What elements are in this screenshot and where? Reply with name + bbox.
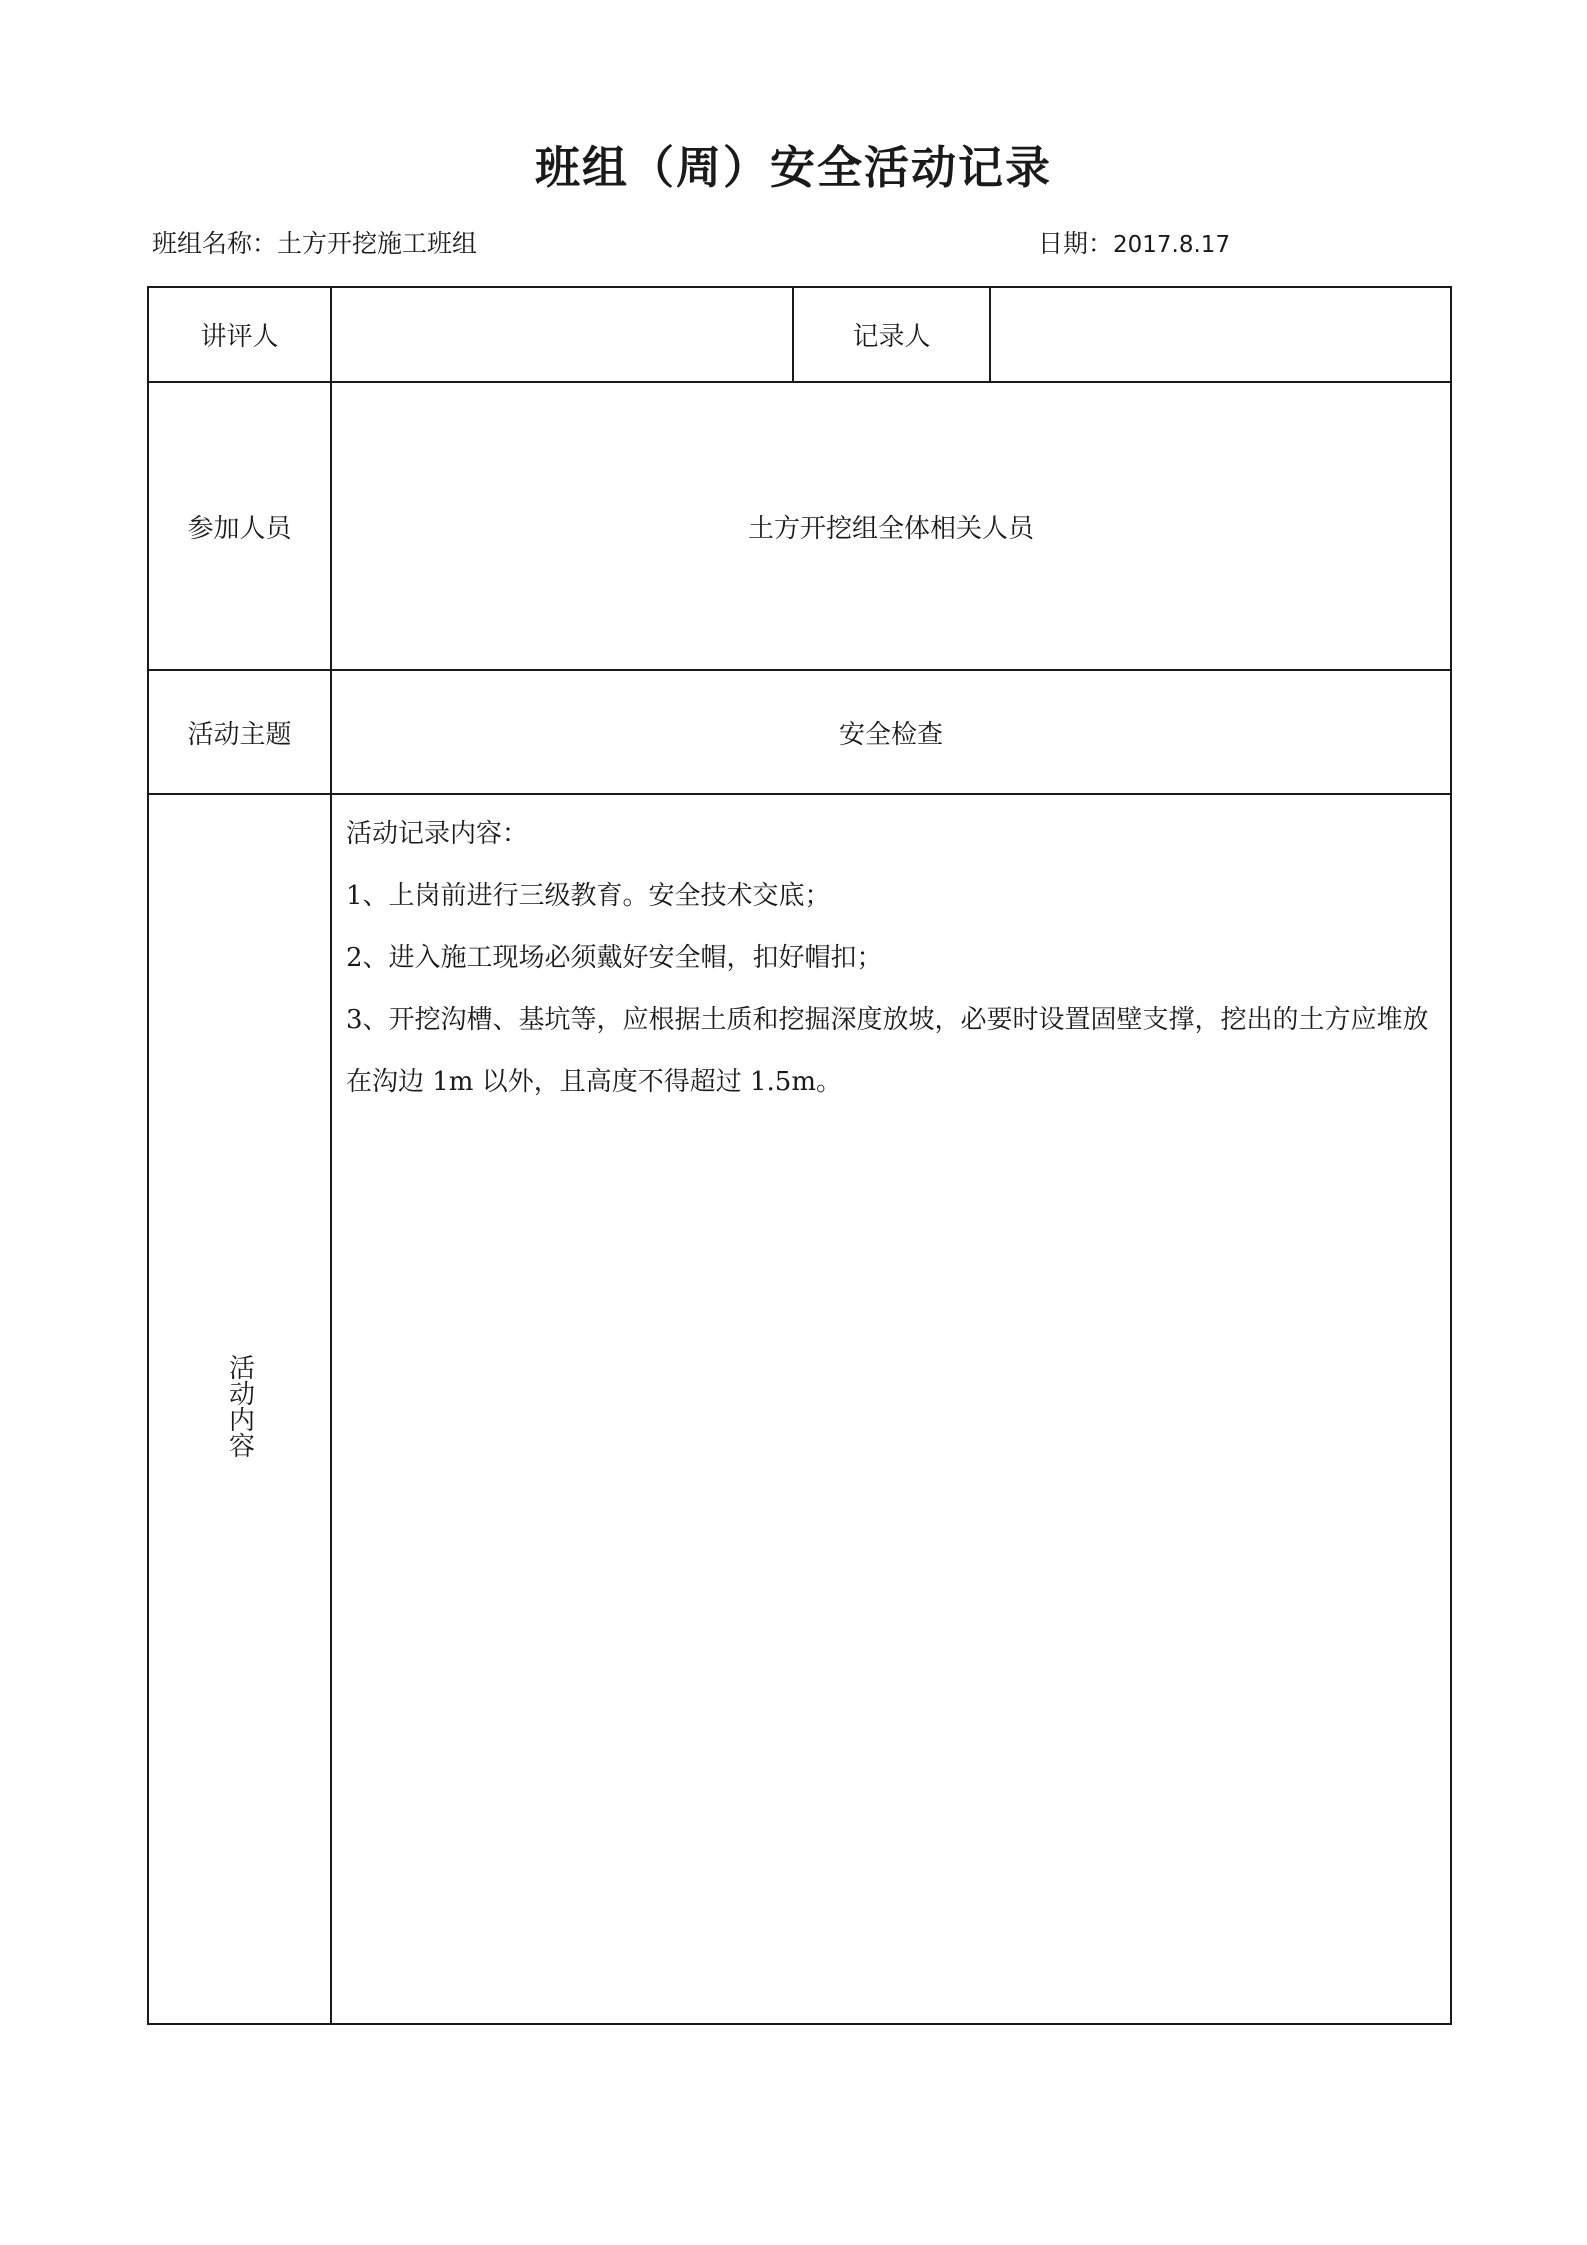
content-row bbox=[148, 794, 1451, 2024]
participants-value: 土方开挖组全体相关人员 bbox=[331, 382, 1451, 670]
date-label: 日期： bbox=[1038, 229, 1114, 258]
content-label-cell bbox=[148, 794, 331, 2024]
content-label: 活动内容 bbox=[224, 1353, 255, 1458]
content-item-3: 3、开挖沟槽、基坑等，应根据土质和挖掘深度放坡，必要时设置固壁支撑，挖出的土方应堆放在沟边 1m 以外，且高度不得超过 1.5m。 bbox=[346, 1005, 1429, 1097]
recorder-value-cell bbox=[990, 287, 1451, 382]
reviewer-value-cell bbox=[331, 287, 793, 382]
date-value: 2017.8.17 bbox=[1113, 232, 1231, 258]
topic-row bbox=[148, 670, 1451, 794]
participants-label: 参加人员 bbox=[148, 382, 331, 670]
document-title: 班组（周）安全活动记录 bbox=[534, 141, 1052, 194]
activity-record-table bbox=[147, 286, 1452, 2025]
content-item-1: 1、上岗前进行三级教育。安全技术交底； bbox=[346, 881, 831, 911]
content-body bbox=[331, 794, 1451, 2024]
date-field bbox=[1038, 226, 1230, 263]
team-name-value: 土方开挖施工班组 bbox=[277, 229, 478, 258]
team-name-label: 班组名称： bbox=[152, 229, 278, 258]
reviewer-row bbox=[148, 287, 1451, 382]
recorder-label: 记录人 bbox=[793, 287, 990, 382]
reviewer-label: 讲评人 bbox=[148, 287, 331, 382]
topic-value: 安全检查 bbox=[331, 670, 1451, 794]
topic-label: 活动主题 bbox=[148, 670, 331, 794]
content-item-2: 2、进入施工现场必须戴好安全帽，扣好帽扣； bbox=[346, 943, 883, 973]
content-heading: 活动记录内容： bbox=[346, 819, 529, 849]
team-name-field bbox=[152, 226, 477, 262]
participants-row bbox=[148, 382, 1451, 670]
